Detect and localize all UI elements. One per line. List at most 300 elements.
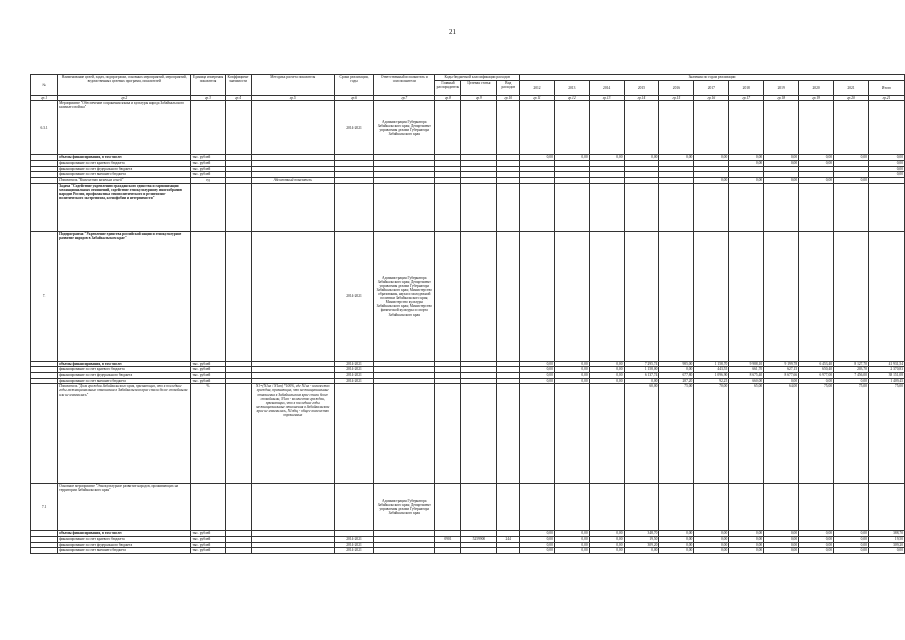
finance-value: 0,00 [729, 537, 764, 543]
indicator-method: Абсолютный показатель [251, 177, 334, 183]
block-period: 2014-2021 [334, 231, 373, 361]
table-cell [554, 484, 589, 531]
table-cell [251, 101, 334, 155]
finance-value: 0,00 [764, 542, 799, 548]
header-gr-label: гр.12 [554, 95, 589, 101]
indicator-unit: % [191, 384, 225, 484]
header-name: Наименование целей, задач, подпрограмм, основных мероприятий, мероприятий, ведомственных целевых программ, показателей [58, 75, 191, 96]
table-cell [729, 183, 764, 231]
finance-row-name: объемы финансирования, в том числе: [58, 361, 191, 367]
table-cell [868, 484, 904, 531]
finance-value: 0,00 [659, 542, 694, 548]
finance-value: 677,80 [659, 373, 694, 379]
finance-row-unit: тыс. рублей [191, 373, 225, 379]
header-gr-label: гр.3 [191, 95, 225, 101]
header-coef: Коэффициент значимости [225, 75, 251, 96]
table-cell [520, 101, 555, 155]
header-year: 2018 [729, 80, 764, 95]
table-cell [799, 484, 834, 531]
finance-value: 0,00 [624, 155, 659, 161]
finance-value: 0,00 [554, 361, 589, 367]
table-cell [225, 231, 251, 361]
finance-value: 0,00 [694, 531, 729, 537]
header-method: Методика расчета показателя [251, 75, 334, 96]
finance-value: 0,00 [624, 378, 659, 384]
finance-row-unit: тыс. рублей [191, 160, 225, 166]
finance-total: 38 151,08 [868, 373, 904, 379]
finance-value: 8 675,40 [729, 373, 764, 379]
table-cell [729, 101, 764, 155]
finance-code-vr [497, 548, 520, 554]
table-cell [834, 183, 869, 231]
finance-value: 0,00 [520, 531, 555, 537]
finance-value: 0,00 [764, 160, 799, 166]
header-code-cs: Целевая статья [461, 80, 497, 95]
table-cell [461, 101, 497, 155]
finance-row-name: финансирование за счет краевого бюджета [58, 537, 191, 543]
header-values: Значения по годам реализации [520, 75, 905, 81]
finance-value: 0,00 [554, 542, 589, 548]
finance-value: 0,00 [554, 155, 589, 161]
finance-total: 19,50 [868, 537, 904, 543]
finance-row-name: объемы финансирования, в том числе: [58, 531, 191, 537]
header-gr-label: гр.6 [334, 95, 373, 101]
header-total: Итого [868, 80, 904, 95]
finance-total: 0,00 [868, 160, 904, 166]
table-row [31, 231, 905, 361]
finance-value: 0,00 [834, 542, 869, 548]
header-gr-label: гр.13 [589, 95, 624, 101]
table-cell [624, 484, 659, 531]
task-text: Задача "Содействие укреплению гражданского единства и гармонизации межнациональных отношений, содействие этнокультурному многообразию народов России, профилактика этнополитического и религиозно-политического экстремизма, ксенофобии и нетерпимости" [58, 183, 191, 231]
finance-row-unit: тыс. рублей [191, 542, 225, 548]
table-cell [31, 548, 58, 554]
table-cell [799, 231, 834, 361]
finance-value: 0,00 [799, 537, 834, 543]
table-cell [520, 484, 555, 531]
header-gr-label: гр.21 [868, 95, 904, 101]
finance-value: 0,00 [520, 542, 555, 548]
block-name: Мероприятие "Обеспечение сохранения языка и культуры народа Забайкальского казачьего войска" [58, 101, 191, 155]
finance-row-name: финансирование за счет краевого бюджета [58, 367, 191, 373]
table-cell [334, 384, 373, 484]
finance-value: 0,00 [799, 548, 834, 554]
finance-value: 8 677,66 [764, 373, 799, 379]
finance-value: 0,00 [834, 537, 869, 543]
header-gr-label: гр.15 [659, 95, 694, 101]
table-cell [729, 231, 764, 361]
finance-value: 0,00 [834, 378, 869, 384]
finance-value: 627,15 [764, 367, 799, 373]
finance-row-name: финансирование за счет федерального бюджета [58, 166, 191, 172]
finance-value: 0,00 [520, 373, 555, 379]
finance-value: 0,00 [624, 548, 659, 554]
block-name: Подпрограмма "Укрепление единства российской нации и этнокультурное развитие народов в Забайкальском крае" [58, 231, 191, 361]
finance-row-name: объемы финансирования, в том числе: [58, 155, 191, 161]
table-cell [497, 384, 520, 484]
finance-value: 0,00 [729, 155, 764, 161]
finance-value: 0,00 [589, 378, 624, 384]
table-cell [554, 183, 589, 231]
finance-value: 0,00 [799, 155, 834, 161]
finance-value: 0,00 [694, 155, 729, 161]
table-cell [435, 183, 461, 231]
finance-value: 0,00 [694, 537, 729, 543]
finance-value: 7 295,74 [624, 361, 659, 367]
indicator-method: N1=(N1ал / N1ап) *100%, где N1ал - количество граждан, признающих, что межнациональные отношения в Забайкальском крае стали более спокойными, N1ап - количество граждан, признающих, что в последние годы межнациональные отношения в Забайкальском крае не изменились, N1общ - общее количество опрошенных [251, 384, 334, 484]
finance-value: 9 988,10 [729, 361, 764, 367]
indicator-value: 0,00 [729, 177, 764, 183]
finance-row-name: финансирование за счет внешнего бюджета [58, 548, 191, 554]
finance-total: 1 409,45 [868, 378, 904, 384]
table-cell [31, 384, 58, 484]
header-responsible: Ответственный исполнитель и соисполнители [374, 75, 435, 96]
finance-value: 0,00 [834, 548, 869, 554]
finance-value: 661,70 [729, 367, 764, 373]
finance-value: 0,00 [659, 548, 694, 554]
finance-value: 0,00 [764, 378, 799, 384]
table-cell [624, 231, 659, 361]
table-cell [191, 183, 225, 231]
table-cell [225, 548, 251, 554]
table-cell [764, 101, 799, 155]
finance-value: 7 456,00 [834, 373, 869, 379]
finance-code-cs [461, 548, 497, 554]
table-cell [225, 101, 251, 155]
header-gr-label: гр.19 [799, 95, 834, 101]
finance-value: 92,25 [694, 378, 729, 384]
indicator-value [520, 384, 555, 484]
header-year: 2021 [834, 80, 869, 95]
table-cell [694, 484, 729, 531]
indicator-value: 0,00 [694, 177, 729, 183]
table-cell [251, 484, 334, 531]
finance-row-period: 2014-2021 [334, 367, 373, 373]
table-cell [461, 484, 497, 531]
finance-value: 0,00 [834, 155, 869, 161]
header-gr-label: гр.16 [694, 95, 729, 101]
table-cell [659, 101, 694, 155]
finance-value: 8 127,70 [834, 361, 869, 367]
table-cell [589, 183, 624, 231]
header-gr-label: гр.8 [435, 95, 461, 101]
table-cell [589, 101, 624, 155]
indicator-value: 65,00 [729, 384, 764, 484]
finance-value: 0,00 [764, 548, 799, 554]
finance-value: 0,00 [589, 361, 624, 367]
finance-value: 0,00 [729, 160, 764, 166]
indicator-value: 60,00 [624, 384, 659, 484]
header-year: 2013 [554, 80, 589, 95]
finance-value: 203,70 [834, 367, 869, 373]
finance-value: 0,00 [520, 367, 555, 373]
table-cell [799, 101, 834, 155]
header-gr-label: гр.10 [497, 95, 520, 101]
table-cell [497, 231, 520, 361]
indicator-name: Показатель "Доля граждан Забайкальского края, признающих, что в последние годы межнациональные отношения в Забайкальском крае стали более спокойными или не изменились" [58, 384, 191, 484]
finance-value: 309,20 [624, 542, 659, 548]
finance-value: 443,55 [694, 367, 729, 373]
table-cell [191, 231, 225, 361]
finance-value: 0,00 [554, 531, 589, 537]
finance-row-unit: тыс. рублей [191, 548, 225, 554]
finance-value: 0,00 [554, 537, 589, 543]
indicator-value: 64,00 [764, 384, 799, 484]
table-cell [729, 484, 764, 531]
table-cell [31, 183, 58, 231]
indicator-unit: ед [191, 177, 225, 183]
table-row [31, 183, 905, 231]
table-cell [191, 101, 225, 155]
table-cell [624, 101, 659, 155]
table-cell [435, 101, 461, 155]
program-table-sheet [30, 74, 905, 554]
header-gr-label: гр.18 [764, 95, 799, 101]
finance-value: 650,40 [799, 367, 834, 373]
finance-value: 0,00 [520, 548, 555, 554]
table-cell [225, 484, 251, 531]
finance-value: 0,00 [554, 378, 589, 384]
table-cell [374, 548, 435, 554]
finance-row-unit: тыс. рублей [191, 537, 225, 543]
header-year: 2020 [799, 80, 834, 95]
table-cell [589, 484, 624, 531]
table-cell [659, 231, 694, 361]
finance-code-cs: 5259900 [461, 537, 497, 543]
header-num: № [31, 75, 58, 96]
table-cell [764, 183, 799, 231]
finance-total: 388,70 [868, 531, 904, 537]
finance-value: 9 199,78 [764, 361, 799, 367]
finance-row-period: 2014-2021 [334, 542, 373, 548]
finance-value: 660,00 [729, 378, 764, 384]
table-cell [251, 183, 334, 231]
finance-value: 0,00 [589, 155, 624, 161]
finance-value: 0,00 [520, 155, 555, 161]
table-cell [461, 231, 497, 361]
table-cell [435, 484, 461, 531]
finance-value: 0,00 [520, 537, 555, 543]
table-cell [868, 183, 904, 231]
finance-row-period: 2014-2021 [334, 373, 373, 379]
finance-value: 0,00 [589, 537, 624, 543]
header-gr-label: гр.4 [225, 95, 251, 101]
finance-value: 6 977,00 [799, 373, 834, 379]
finance-value: 0,00 [554, 373, 589, 379]
header-year: 2012 [520, 80, 555, 95]
finance-value: 0,00 [764, 537, 799, 543]
finance-value: 0,00 [764, 531, 799, 537]
finance-value: 1 096,90 [694, 373, 729, 379]
finance-value: 0,00 [659, 531, 694, 537]
indicator-value: 0,00 [834, 177, 869, 183]
header-code-gr: Главный распорядитель [435, 80, 461, 95]
finance-row-name: финансирование за счет федерального бюджета [58, 373, 191, 379]
finance-total: 0,00 [868, 172, 904, 178]
finance-total: 309,20 [868, 542, 904, 548]
finance-row-period: 2014-2021 [334, 537, 373, 543]
indicator-value [589, 384, 624, 484]
finance-value: 0,00 [694, 542, 729, 548]
finance-value: 0,00 [589, 548, 624, 554]
header-gr-label: гр.14 [624, 95, 659, 101]
finance-value: 0,00 [729, 542, 764, 548]
table-cell [694, 231, 729, 361]
table-cell [497, 183, 520, 231]
finance-value: 19,50 [624, 537, 659, 543]
table-cell [694, 101, 729, 155]
finance-total: 0,00 [868, 166, 904, 172]
finance-value: 1 158,70 [694, 361, 729, 367]
finance-total: 0,00 [868, 155, 904, 161]
finance-value: 0,00 [694, 548, 729, 554]
finance-value: 0,00 [659, 537, 694, 543]
block-name: Основное мероприятие "Этнокультурное развитие народов, проживающих на территории Забайкальского края" [58, 484, 191, 531]
finance-row-name: финансирование за счет внешнего бюджета [58, 172, 191, 178]
table-cell [799, 183, 834, 231]
finance-row-unit: тыс. рублей [191, 378, 225, 384]
finance-row-unit: тыс. рублей [191, 367, 225, 373]
table-cell [461, 384, 497, 484]
finance-value: 0,00 [520, 378, 555, 384]
table-cell [764, 231, 799, 361]
table-cell [659, 484, 694, 531]
table-cell [834, 101, 869, 155]
finance-value: 6 137,74 [624, 373, 659, 379]
header-period: Сроки реализации, годы [334, 75, 373, 96]
header-year: 2017 [694, 80, 729, 95]
header-gr-label: гр.17 [729, 95, 764, 101]
table-cell [520, 231, 555, 361]
block-number: 7.1 [31, 484, 58, 531]
table-cell [764, 484, 799, 531]
finance-value: 0,00 [589, 373, 624, 379]
table-cell [834, 484, 869, 531]
finance-value: 6 453,40 [799, 361, 834, 367]
finance-row-unit: тыс. рублей [191, 172, 225, 178]
header-codes: Коды бюджетной классификации расходов [435, 75, 520, 81]
table-cell [374, 384, 435, 484]
finance-value: 0,00 [799, 531, 834, 537]
header-gr-label: гр.1 [31, 95, 58, 101]
indicator-name: Показатель "Количество казачьих семей" [58, 177, 191, 183]
indicator-value: 75,00 [799, 384, 834, 484]
table-cell [834, 231, 869, 361]
table-cell [659, 183, 694, 231]
header-gr-label: гр.11 [520, 95, 555, 101]
table-cell [251, 231, 334, 361]
finance-value: 1 158,00 [624, 367, 659, 373]
finance-code-gr [435, 548, 461, 554]
finance-row-period: 2014-2021 [334, 361, 373, 367]
table-row [31, 101, 905, 155]
finance-value: 0,00 [799, 542, 834, 548]
finance-row-unit: тыс. рублей [191, 531, 225, 537]
table-cell [624, 183, 659, 231]
table-cell [554, 231, 589, 361]
table-cell [251, 548, 334, 554]
finance-code-gr: 0901 [435, 537, 461, 543]
table-cell [461, 183, 497, 231]
table-cell [497, 101, 520, 155]
finance-value: 0,00 [554, 548, 589, 554]
finance-row-name: финансирование за счет внешнего бюджета [58, 378, 191, 384]
table-cell [435, 231, 461, 361]
table-row [31, 484, 905, 531]
finance-value: 287,20 [659, 378, 694, 384]
finance-row-unit: тыс. рублей [191, 166, 225, 172]
table-cell [435, 384, 461, 484]
finance-value: 0,00 [520, 361, 555, 367]
indicator-value: 0,00 [799, 177, 834, 183]
header-year: 2016 [659, 80, 694, 95]
finance-value: 0,00 [589, 367, 624, 373]
header-year: 2014 [589, 80, 624, 95]
finance-value: 0,00 [799, 378, 834, 384]
finance-row-name: финансирование за счет федерального бюджета [58, 542, 191, 548]
finance-value: 985,00 [659, 361, 694, 367]
finance-value: 0,00 [834, 531, 869, 537]
finance-value: 0,00 [729, 548, 764, 554]
finance-value: 0,00 [659, 155, 694, 161]
table-row [31, 384, 905, 484]
header-gr-label: гр.2 [58, 95, 191, 101]
table-cell [374, 183, 435, 231]
table-cell [225, 183, 251, 231]
indicator-total: 75,00 [868, 384, 904, 484]
finance-row-period: 2014-2021 [334, 378, 373, 384]
header-gr-label: гр.5 [251, 95, 334, 101]
block-responsible: Администрация Губернатора Забайкальского края; Департамент управления делами Губернатора Забайкальского края [374, 101, 435, 155]
finance-value: 0,00 [729, 531, 764, 537]
finance-total: 2 370,83 [868, 367, 904, 373]
indicator-value: 70,00 [694, 384, 729, 484]
table-cell [225, 384, 251, 484]
finance-row-unit: тыс. рублей [191, 155, 225, 161]
header-year: 2019 [764, 80, 799, 95]
block-period: 2014-2021 [334, 101, 373, 155]
finance-total: 41 931,54 [868, 361, 904, 367]
finance-row-name: финансирование за счет краевого бюджета [58, 160, 191, 166]
finance-value: 0,00 [764, 155, 799, 161]
finance-value: 0,00 [799, 160, 834, 166]
block-number: 6.3.1 [31, 101, 58, 155]
page-number: 21 [449, 28, 456, 36]
table-cell [520, 183, 555, 231]
header-gr-label: гр.9 [461, 95, 497, 101]
indicator-value: 75,00 [659, 384, 694, 484]
program-table [30, 74, 905, 554]
table-cell [191, 484, 225, 531]
finance-row-period: 2014-2021 [334, 548, 373, 554]
indicator-value: 75,00 [834, 384, 869, 484]
finance-value: 0,00 [589, 531, 624, 537]
finance-value: 0,00 [589, 542, 624, 548]
block-responsible: Администрация Губернатора Забайкальского края; Департамент управления делами Губернатора Забайкальского края; Министерство образования, науки и молодежной политики Забайкальского края; Министерство культуры Забайкальского края; Министерство физической культуры и спорта Забайкальского края [374, 231, 435, 361]
indicator-value [554, 384, 589, 484]
block-period [334, 484, 373, 531]
table-cell [589, 231, 624, 361]
table-cell [694, 183, 729, 231]
finance-row-unit: тыс. рублей [191, 361, 225, 367]
table-cell [554, 101, 589, 155]
block-responsible: Администрация Губернатора Забайкальского края; Департамент управления делами Губернатора Забайкальского края [374, 484, 435, 531]
header-year: 2015 [624, 80, 659, 95]
table-row [31, 548, 905, 554]
finance-value: 0,00 [554, 367, 589, 373]
indicator-value: 0,00 [764, 177, 799, 183]
header-unit: Единица измерения показателя [191, 75, 225, 96]
